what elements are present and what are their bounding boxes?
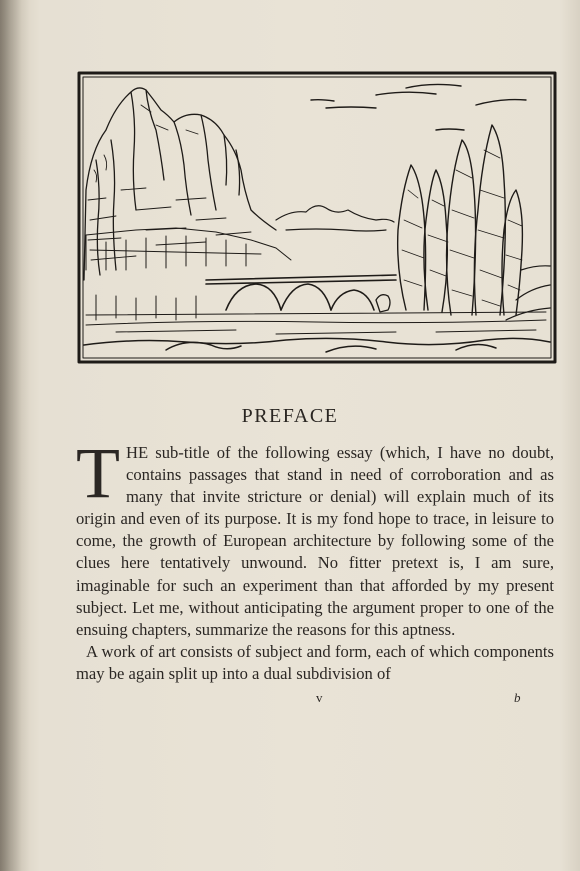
page-number: v bbox=[316, 690, 323, 705]
paragraph-1-text: HE sub-title of the following essay (which, I have no doubt, contains passages that stand in need of corroboration and as many that invite stricture or denial) will explain much of its origin and even of its purpose. It is my fond hope to trace, in leisure to come, the growth of European architecture by following some of the clues here tentatively unwound. No fitter pretext is, I am sure, imaginable for such an experiment than that afforded by my present subject. Let me, without anticipating the argument proper to one of the ensuing chapters, summarize the reasons for this aptness. bbox=[76, 443, 554, 639]
page-heading: PREFACE bbox=[241, 405, 339, 427]
drop-cap: T bbox=[76, 433, 120, 513]
landscape-illustration bbox=[76, 70, 558, 365]
paragraph-2: A work of art consists of subject and form, each of which components may be again split up into a dual subdivision of bbox=[76, 641, 554, 683]
landscape-engraving bbox=[76, 70, 558, 365]
signature-mark: b bbox=[514, 690, 521, 705]
body-text bbox=[76, 433, 554, 685]
paragraph-1 bbox=[76, 433, 554, 641]
